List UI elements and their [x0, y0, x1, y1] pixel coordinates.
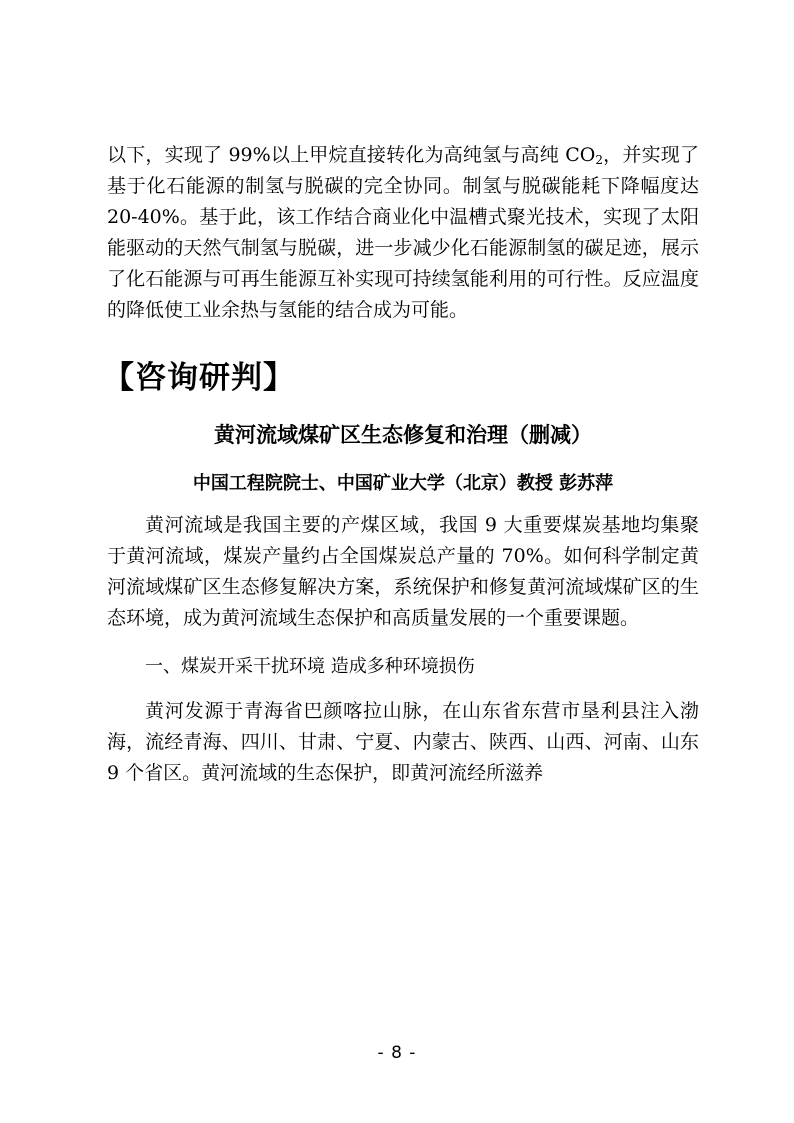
continuation-paragraph	[107, 140, 699, 326]
section-tag: 【咨询研判】	[103, 360, 295, 396]
document-page	[103, 140, 699, 789]
continuation-lead: 以下，实现了 99%以上甲烷直接转化为高纯氢与高纯 CO	[107, 144, 596, 166]
continuation-tail: ，并实现了基于化石能源的制氢与脱碳的完全协同。制氢与脱碳能耗下降幅度达 20-40%。基于此，该工作结合商业化中温槽式聚光技术，实现了太阳能驱动的天然气制氢与脱碳，进一步减少化石能源制氢的碳足迹，展示了化石能源与可再生能源互补实现可持续氢能利用的可行性。反应温度的降低使工业余热与氢能的结合成为可能。	[107, 144, 699, 321]
article-author: 中国工程院院士、中国矿业大学（北京）教授 彭苏萍	[192, 473, 614, 494]
body-paragraph-1: 黄河发源于青海省巴颜喀拉山脉，在山东省东营市垦利县注入渤海，流经青海、四川、甘肃、宁夏、内蒙古、陕西、山西、河南、山东 9 个省区。黄河流域的生态保护，即黄河流经所滋养	[107, 700, 699, 784]
intro-paragraph: 黄河流域是我国主要的产煤区域，我国 9 大重要煤炭基地均集聚于黄河流域，煤炭产量约占全国煤炭总产量的 70%。如何科学制定黄河流域煤矿区生态修复解决方案，系统保护和修复黄河流域煤矿区的生态环境，成为黄河流域生态保护和高质量发展的一个重要课题。	[107, 514, 699, 629]
page-number: - 8 -	[377, 1043, 417, 1063]
article-title: 黄河流域煤矿区生态修复和治理（删减）	[214, 423, 592, 447]
section-heading-1: 一、煤炭开采干扰环境 造成多种环境损伤	[145, 656, 475, 677]
co2-subscript: 2	[595, 153, 603, 167]
